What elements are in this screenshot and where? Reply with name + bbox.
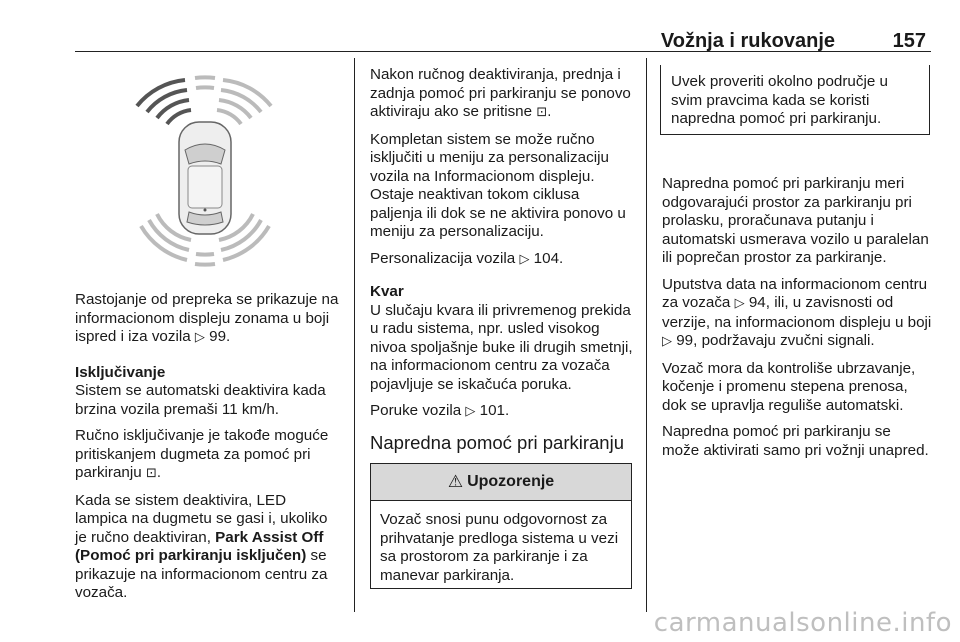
column-3 [662,175,932,468]
section-title: Napredna pomoć pri parkiranju [370,431,624,453]
header-title: Vožnja i rukovanje [660,30,835,52]
paragraph: Poruke vozila ▷ 101. [370,402,510,419]
ref-arrow-icon: ▷ [734,296,745,311]
column-2 [370,66,635,460]
column-divider [354,58,355,612]
paragraph: Napredna pomoć pri parkiranju se može aktivirati samo pri vožnji unapred. [662,423,929,459]
paragraph: Napredna pomoć pri parkiranju meri odgovarajući prostor za parkiranju pri prolasku, proračunava putanju i automatski usmerava vozilo u paralelan ili poprečan prostor za parkiranje. [662,175,929,266]
park-assist-icon: ⊡. [145,466,161,481]
paragraph: Kada se sistem deaktivira, LED lampica na dugmetu se gasi i, ukoliko je ručno deaktiviran, Park Assist Off (Pomoć pri parkiranju isključen) se prikazuje na informacionom centru za vozača. [75,491,328,601]
park-assist-illustration [75,66,339,280]
paragraph: Ručno isključivanje je takođe moguće pritiskanjem dugmeta za pomoć pri parkiranju ⊡. [75,427,329,481]
ref-arrow-icon: ▷ [465,404,476,419]
warning-triangle-icon: ⚠ [447,472,464,492]
page-number: 157 [892,30,926,52]
heading-kvar: Kvar [370,283,404,300]
ref-arrow-icon: ▷ [519,251,530,267]
front-sensor-zones [137,77,271,124]
header-rule [75,51,931,52]
page-header [75,30,931,50]
paragraph: Personalizacija vozila ▷ 104. [370,249,564,267]
park-assist-icon: ⊡. [536,105,552,120]
ref-arrow-icon: ▷ [662,334,672,349]
ref-arrow-icon: ▷ [194,330,205,345]
paragraph: Sistem se automatski deaktivira kada brzina vozila premaši 11 km/h. [75,382,326,418]
warning-header: ⚠ Upozorenje [371,464,631,501]
paragraph: Kompletan sistem se može ručno isključiti u meniju za personalizaciju vozila na Informacionom displeju. Ostaje neaktivan tokom ciklusa paljenja ili dok se ne aktivira ponovo u meniju za personalizaciju. [370,130,626,240]
paragraph: Uputstva data na informacionom centru za vozača ▷ 94, ili, u zavisnosti od verzije, na informacionom displeju u boji ▷ 99, podržavaju zvučni signali. [662,275,932,349]
car-sensor-zones-image [75,66,339,280]
column-divider [646,58,647,612]
illustration-caption: Rastojanje od prepreka se prikazuje na informacionom displeju zonama u boji ispred i iza vozila ▷ 99. [75,291,339,345]
note-box: Uvek proveriti okolno područje u svim pravcima kada se koristi napredna pomoć pri parkiranju. [660,65,930,135]
warning-box [370,463,632,589]
watermark: carmanualsonline.info [653,608,952,638]
car-top-view [179,122,231,234]
paragraph: Nakon ručnog deaktiviranja, prednja i zadnja pomoć pri parkiranju se ponovo aktiviraju ako se pritisne ⊡. [370,66,631,120]
warning-text: Vozač snosi punu odgovornost za prihvatanje predloga sistema u vezi sa prostorom za parkiranje i za manevar parkiranja. [380,511,619,584]
paragraph: Vozač mora da kontroliše ubrzavanje, kočenje i promenu stepena prenosa, dok se upravlja reguliše automatski. [662,359,916,414]
column-1 [75,291,340,611]
heading-iskljucivanje: Isključivanje [75,363,166,381]
paragraph: U slučaju kvara ili privremenog prekida u radu sistema, npr. usled visokog nivoa spoljašnje buke ili drugih smetnji, na informacionom centru za vozača pojavljuje se iskačuća poruka. [370,301,633,393]
